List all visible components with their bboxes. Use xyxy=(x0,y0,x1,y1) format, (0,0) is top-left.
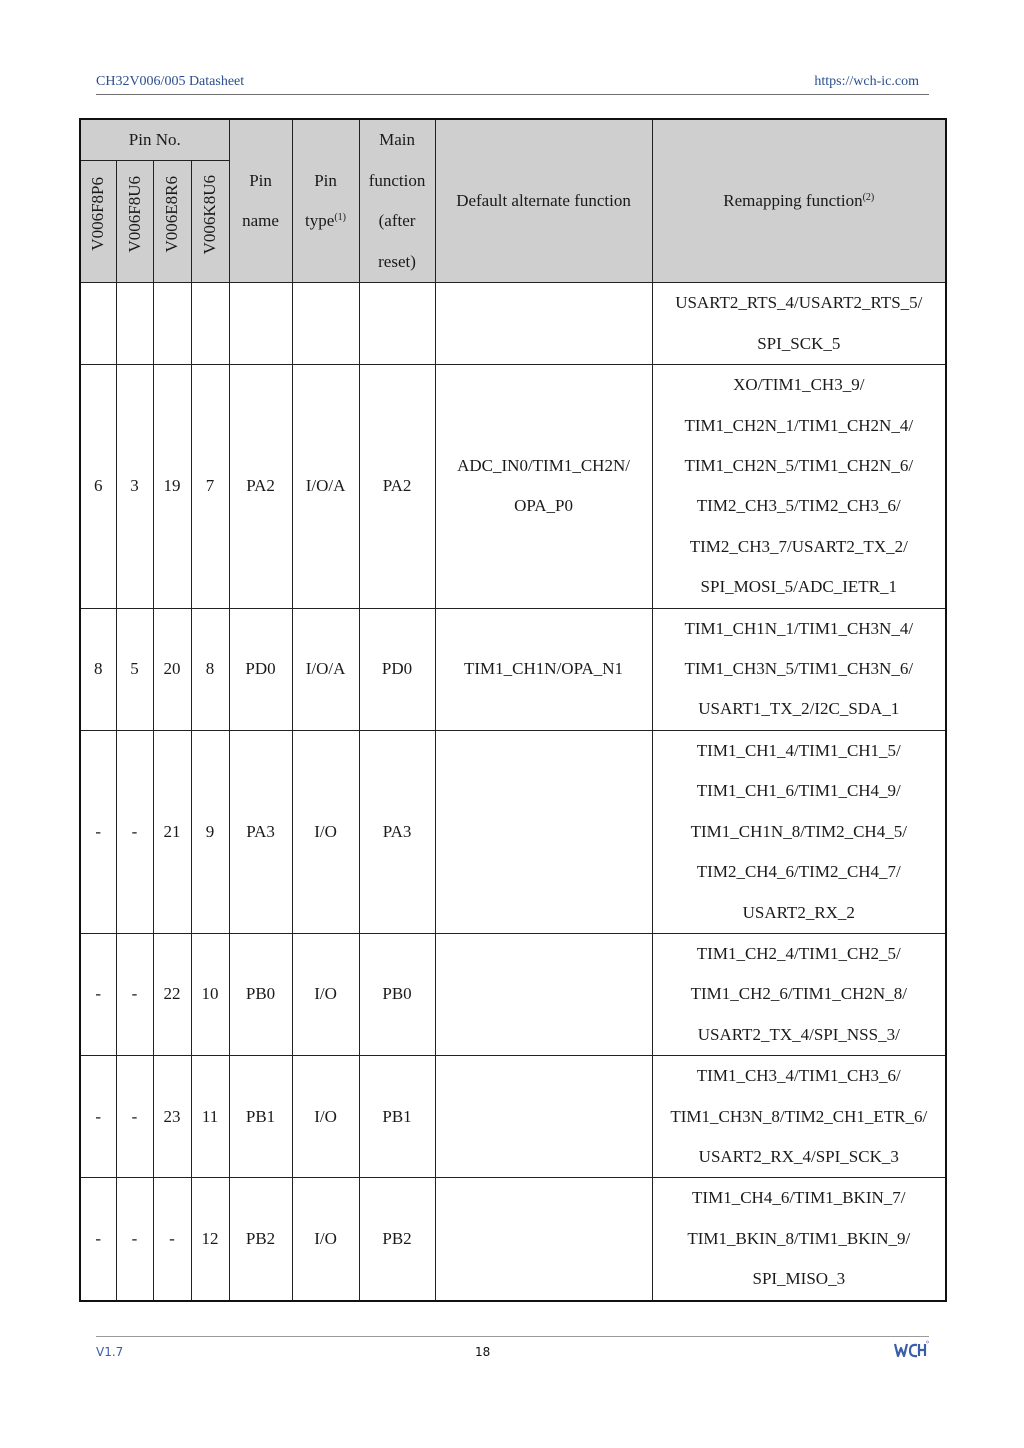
remap-line: XO/TIM1_CH3_9/ xyxy=(733,375,865,395)
pin-no-v006f8u6 xyxy=(116,283,153,365)
default-alt-function-header: Default alternate function xyxy=(435,119,652,283)
pin-type-cell: I/O xyxy=(292,1178,359,1301)
remap-line: TIM1_CH3_4/TIM1_CH3_6/ xyxy=(696,1066,901,1086)
page-footer xyxy=(96,1336,929,1359)
pin-no-v006e8r6: 20 xyxy=(153,608,191,730)
pin-no-v006f8u6: - xyxy=(116,1056,153,1178)
pin-no-v006f8p6: 6 xyxy=(80,365,116,608)
pin-function-table xyxy=(79,118,947,1302)
remap-line: TIM2_CH3_5/TIM2_CH3_6/ xyxy=(696,496,901,516)
pin-name-cell: PA3 xyxy=(229,730,292,933)
main-function-cell: PD0 xyxy=(359,608,435,730)
pin-no-v006e8r6 xyxy=(153,283,191,365)
remapping-function-cell xyxy=(652,365,946,608)
pin-no-header: Pin No. xyxy=(80,119,229,161)
pin-no-v006e8r6: 21 xyxy=(153,730,191,933)
default-alt-function-cell xyxy=(435,608,652,730)
remap-line: USART2_TX_4/SPI_NSS_3/ xyxy=(697,1024,900,1044)
pin-no-v006k8u6: 10 xyxy=(191,933,229,1055)
table-row xyxy=(80,365,946,608)
page-number: 18 xyxy=(475,1345,491,1359)
alt-line: TIM1_CH1N/OPA_N1 xyxy=(464,659,624,679)
pin-no-v006k8u6 xyxy=(191,283,229,365)
pin-no-v006e8r6: - xyxy=(153,1178,191,1301)
pin-type-header: Pin type$^{(1)}$ xyxy=(292,119,359,283)
pin-no-v006f8p6: - xyxy=(80,933,116,1055)
pin-no-v006f8u6: 5 xyxy=(116,608,153,730)
alt-line: ADC_IN0/TIM1_CH2N/ xyxy=(457,456,630,476)
pin-no-v006k8u6: 7 xyxy=(191,365,229,608)
pin-no-v006f8p6: - xyxy=(80,1056,116,1178)
remap-line: TIM1_CH2_6/TIM1_CH2N_8/ xyxy=(690,984,907,1004)
website-url[interactable]: https://wch-ic.com xyxy=(814,74,919,89)
default-alt-function-cell xyxy=(435,283,652,365)
pin-no-v006k8u6: 8 xyxy=(191,608,229,730)
remap-line: SPI_SCK_5 xyxy=(757,333,841,353)
pin-name-header: Pin name xyxy=(229,119,292,283)
pin-type-cell: I/O/A xyxy=(292,365,359,608)
table-row xyxy=(80,1178,946,1301)
remap-line: TIM1_CH3N_8/TIM2_CH1_ETR_6/ xyxy=(670,1106,928,1126)
remap-line: USART2_RX_4/SPI_SCK_3 xyxy=(698,1146,899,1166)
pin-name-cell: PA2 xyxy=(229,365,292,608)
table-row xyxy=(80,933,946,1055)
remap-line: SPI_MOSI_5/ADC_IETR_1 xyxy=(700,577,898,597)
pin-no-v006e8r6: 22 xyxy=(153,933,191,1055)
pin-no-v006e8r6: 23 xyxy=(153,1056,191,1178)
pin-name-cell: PD0 xyxy=(229,608,292,730)
main-function-cell: PB0 xyxy=(359,933,435,1055)
remap-line: TIM2_CH3_7/USART2_TX_2/ xyxy=(689,536,908,556)
pin-no-v006f8u6: - xyxy=(116,1178,153,1301)
remap-line: TIM2_CH4_6/TIM2_CH4_7/ xyxy=(696,862,901,882)
remapping-function-cell xyxy=(652,608,946,730)
remap-line: TIM1_CH1N_8/TIM2_CH4_5/ xyxy=(690,821,907,841)
table-row xyxy=(80,608,946,730)
remap-line: SPI_MISO_3 xyxy=(752,1269,846,1289)
pin-no-v006f8p6: - xyxy=(80,730,116,933)
document-version: V1.7 xyxy=(96,1345,124,1359)
remap-line: TIM1_CH2_4/TIM1_CH2_5/ xyxy=(696,943,901,963)
main-function-cell: PB1 xyxy=(359,1056,435,1178)
package-header-v006e8r6: V006E8R6 xyxy=(153,161,191,283)
default-alt-function-cell xyxy=(435,933,652,1055)
remapping-function-cell xyxy=(652,730,946,933)
remapping-function-header: Remapping function$^{(2)}$ xyxy=(652,119,946,283)
pin-no-v006e8r6: 19 xyxy=(153,365,191,608)
alt-line: OPA_P0 xyxy=(514,496,573,516)
pin-type-cell: I/O/A xyxy=(292,608,359,730)
package-header-v006f8p6: V006F8P6 xyxy=(80,161,116,283)
pin-type-cell xyxy=(292,283,359,365)
pin-name-cell: PB1 xyxy=(229,1056,292,1178)
remap-line: USART2_RTS_4/USART2_RTS_5/ xyxy=(675,293,923,313)
table-row xyxy=(80,283,946,365)
pin-no-v006k8u6: 12 xyxy=(191,1178,229,1301)
remap-line: TIM1_CH4_6/TIM1_BKIN_7/ xyxy=(692,1188,906,1208)
pin-type-cell: I/O xyxy=(292,730,359,933)
pin-type-cell: I/O xyxy=(292,1056,359,1178)
remap-line: TIM1_CH1_6/TIM1_CH4_9/ xyxy=(696,781,901,801)
default-alt-function-cell xyxy=(435,1178,652,1301)
remap-line: USART2_RX_2 xyxy=(742,902,855,922)
pin-no-v006k8u6: 11 xyxy=(191,1056,229,1178)
pin-no-v006f8u6: 3 xyxy=(116,365,153,608)
pin-no-v006k8u6: 9 xyxy=(191,730,229,933)
table-body xyxy=(80,283,946,1301)
pin-no-v006f8u6: - xyxy=(116,933,153,1055)
package-header-v006k8u6: V006K8U6 xyxy=(191,161,229,283)
main-function-cell xyxy=(359,283,435,365)
pin-type-cell: I/O xyxy=(292,933,359,1055)
pin-no-v006f8p6 xyxy=(80,283,116,365)
remap-line: TIM1_CH2N_5/TIM1_CH2N_6/ xyxy=(684,456,914,476)
package-header-v006f8u6: V006F8U6 xyxy=(116,161,153,283)
remapping-function-cell xyxy=(652,933,946,1055)
remap-line: TIM1_CH2N_1/TIM1_CH2N_4/ xyxy=(684,415,914,435)
remap-line: TIM1_CH3N_5/TIM1_CH3N_6/ xyxy=(684,659,914,679)
default-alt-function-cell xyxy=(435,365,652,608)
main-function-header: Main function (after reset) xyxy=(359,119,435,283)
main-function-cell: PA3 xyxy=(359,730,435,933)
table-row xyxy=(80,1056,946,1178)
main-function-cell: PA2 xyxy=(359,365,435,608)
remapping-function-cell xyxy=(652,1178,946,1301)
remapping-function-cell xyxy=(652,1056,946,1178)
table-row xyxy=(80,730,946,933)
pin-name-cell xyxy=(229,283,292,365)
pin-no-v006f8u6: - xyxy=(116,730,153,933)
pin-name-cell: PB0 xyxy=(229,933,292,1055)
datasheet-title: CH32V006/005 Datasheet xyxy=(96,74,245,89)
remap-line: USART1_TX_2/I2C_SDA_1 xyxy=(698,699,900,719)
remap-line: TIM1_CH1N_1/TIM1_CH3N_4/ xyxy=(684,618,914,638)
pin-no-v006f8p6: - xyxy=(80,1178,116,1301)
main-function-cell: PB2 xyxy=(359,1178,435,1301)
remap-line: TIM1_CH1_4/TIM1_CH1_5/ xyxy=(696,740,901,760)
default-alt-function-cell xyxy=(435,730,652,933)
default-alt-function-cell xyxy=(435,1056,652,1178)
pin-name-cell: PB2 xyxy=(229,1178,292,1301)
pin-no-v006f8p6: 8 xyxy=(80,608,116,730)
remapping-function-cell xyxy=(652,283,946,365)
remap-line: TIM1_BKIN_8/TIM1_BKIN_9/ xyxy=(687,1228,911,1248)
page-header xyxy=(96,72,929,95)
wch-logo-icon xyxy=(893,1340,929,1362)
